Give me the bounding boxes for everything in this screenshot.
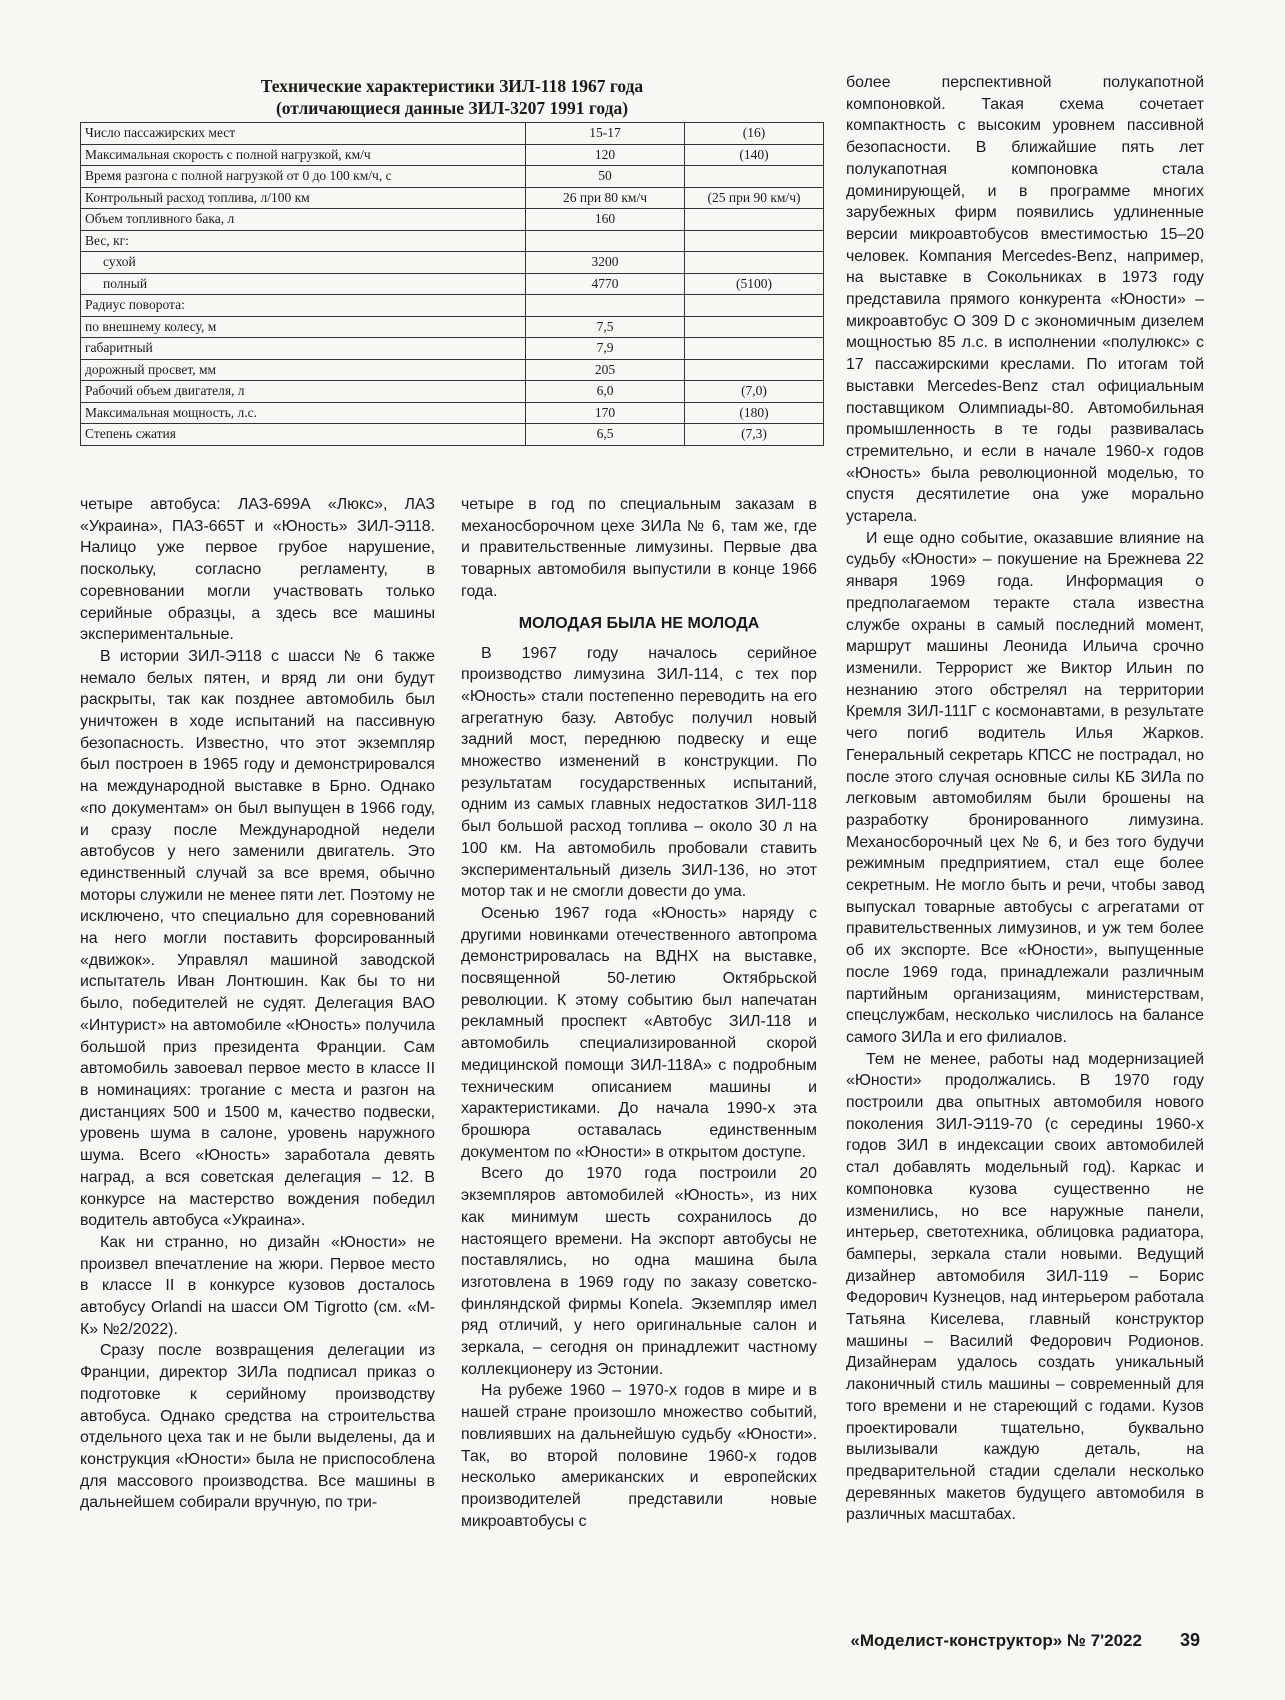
spec-label: Число пассажирских мест [81, 123, 526, 145]
spec-value-1967: 3200 [526, 252, 685, 274]
spec-label: габаритный [81, 338, 526, 360]
paragraph: более перспективной полукапотной компоновкой. Такая схема сочетает компактность с высоким уровнем пассивной безопасности. В ближайшие пять лет полукапотная компоновка стала доминирующей, и в программе многих зарубежных фирм появились удлиненные версии микроавтобусов вместимостью 15–20 человек. Компания Mercedes-Benz, например, на выставке в Сокольниках в 1973 году представила прямого конкурента «Юности» – микроавтобус О 309 D с экономичным дизелем мощностью 85 л.с. в исполнении «полулюкс» с 17 пассажирскими креслами. По итогам той выставки Mercedes-Benz стал официальным поставщиком Олимпиады-80. Автомобильная промышленность в те годы развивалась стремительно, и если в начале 1960-х годов «Юность» была революционной моделью, то спустя десятилетие она уже морально устарела. [846, 74, 1204, 526]
spec-value-1991 [685, 209, 824, 231]
spec-value-1967: 50 [526, 166, 685, 188]
table-row [81, 359, 824, 381]
spec-label: сухой [81, 252, 526, 274]
paragraph: четыре автобуса: ЛАЗ-699А «Люкс», ЛАЗ «Украина», ПАЗ-665Т и «Юность» ЗИЛ-Э118. Налицо уже первое грубое нарушение, поскольку, согласно регламенту, в соревновании могли участвовать только серийные образцы, а здесь все машины экспериментальные. [80, 496, 435, 644]
spec-value-1967: 7,9 [526, 338, 685, 360]
spec-value-1991: (7,3) [685, 424, 824, 446]
spec-value-1967: 160 [526, 209, 685, 231]
spec-label: дорожный просвет, мм [81, 359, 526, 381]
table-row [81, 381, 824, 403]
table-row [81, 338, 824, 360]
table-row [81, 230, 824, 252]
table-row [81, 187, 824, 209]
table-title [80, 75, 824, 119]
table-row [81, 123, 824, 145]
magazine-issue: «Моделист-конструктор» № 7'2022 [850, 1631, 1142, 1650]
paragraph: И еще одно событие, оказавшие влияние на судьбу «Юности» – покушение на Брежнева 22 января 1969 года. Информация о предполагаемом теракте стала известна службе охраны в самый последний момент, маршрут машины Леонида Ильича срочно изменили. Террорист же Виктор Ильин по незнанию этого обстрелял на территории Кремля ЗИЛ-111Г с космонавтами, в результате чего погиб водитель Илья Жарков. Генеральный секретарь КПСС не пострадал, но после этого случая основные силы КБ ЗИЛа по легковым автомобилям были брошены на разработку бронированного лимузина. Механосборочный цех № 6, и без того будучи режимным предприятием, стал еще более секретным. Не могло быть и речи, чтобы завод выпускал товарные автобусы с агрегатами от правительственных лимузинов, и уж тем более об их экспорте. Все «Юности», выпущенные после 1969 года, принадлежали различным партийным организациям, министерствам, спецслужбам, несколько числилось на балансе самого ЗИЛа и его филиалов. [846, 529, 1204, 1046]
spec-value-1991: (140) [685, 144, 824, 166]
spec-value-1991 [685, 316, 824, 338]
spec-label: Контрольный расход топлива, л/100 км [81, 187, 526, 209]
spec-value-1967: 15-17 [526, 123, 685, 145]
spec-value-1991: (180) [685, 402, 824, 424]
specs-table-block [80, 75, 824, 446]
paragraph: Как ни странно, но дизайн «Юности» не произвел впечатление на жюри. Первое место в классе II в конкурсе кузовов досталось автобусу Orlandi на шасси ОМ Tigrotto (см. «М-К» №2/2022). [80, 1233, 435, 1338]
spec-value-1991 [685, 166, 824, 188]
table-row [81, 424, 824, 446]
table-row [81, 316, 824, 338]
text-column-3 [846, 72, 1204, 1526]
spec-value-1967: 26 при 80 км/ч [526, 187, 685, 209]
page-footer [700, 1630, 1200, 1651]
spec-value-1967 [526, 230, 685, 252]
spec-value-1967 [526, 295, 685, 317]
spec-value-1991 [685, 252, 824, 274]
spec-label: Рабочий объем двигателя, л [81, 381, 526, 403]
specs-table [80, 122, 824, 446]
paragraph: В 1967 году началось серийное производство лимузина ЗИЛ-114, с тех пор «Юность» стали постепенно переводить на его агрегатную базу. Автобус получил новый задний мост, переднюю подвеску и еще множество изменений в конструкции. По результатам государственных испытаний, одним из самых главных недостатков ЗИЛ-118 был большой расход топлива – около 30 л на 100 км. На автомобиль пробовали ставить экспериментальный дизель ЗИЛ-136, но этот мотор так и не смогли довести до ума. [461, 644, 817, 901]
page-number: 39 [1179, 1630, 1200, 1650]
paragraph: Сразу после возвращения делегации из Франции, директор ЗИЛа подписал приказ о подготовке к серийному производству автобуса. Однако средства на строительства отдельного цеха так и не были выделены, да и конструкция «Юности» была не приспособлена для массового производства. Все машины в дальнейшем собирали вручную, по три- [80, 1342, 435, 1512]
spec-label: полный [81, 273, 526, 295]
spec-value-1967: 7,5 [526, 316, 685, 338]
spec-label: Степень сжатия [81, 424, 526, 446]
spec-label: Объем топливного бака, л [81, 209, 526, 231]
paragraph: четыре в год по специальным заказам в механосборочном цехе ЗИЛа № 6, там же, где и правительственные лимузины. Первые два товарных автомобиля выпустили в конце 1966 года. [461, 496, 817, 600]
spec-label: Радиус поворота: [81, 295, 526, 317]
spec-value-1991 [685, 230, 824, 252]
table-title-line1: Технические характеристики ЗИЛ-118 1967 года [260, 76, 644, 96]
spec-value-1991 [685, 338, 824, 360]
paragraph: В истории ЗИЛ-Э118 с шасси № 6 также немало белых пятен, и вряд ли они будут раскрыты, так как позднее автомобиль был уничтожен в ходе испытаний на пассивную безопасность. Известно, что этот экземпляр был построен в 1965 году и демонстрировался на международной выставке в Брно. Однако «по документам» он был выпущен в 1966 году, и сразу после Международной недели автобусов у него заменили двигатель. Это единственный случай за все время, обычно моторы служили не менее пяти лет. Поэтому не исключено, что специально для соревнований на него могли поставить форсированный «движок». Управлял машиной заводской испытатель Иван Лонтюшин. Как бы то ни было, победителей не судят. Делегация ВАО «Интурист» на автомобиле «Юность» получила большой приз президента Франции. Сам автомобиль завоевал первое место в классе II в номинациях: трогание с места и разгон на дистанциях 500 и 1500 м, качество подвески, уровень шума в салоне, уровень наружного шума. Всего «Юность» заработала девять наград, а вся советская делегация – 12. В конкурсе на мастерство вождения победил водитель автобуса «Украина». [80, 647, 435, 1230]
table-row [81, 295, 824, 317]
spec-value-1967: 170 [526, 402, 685, 424]
table-row [81, 144, 824, 166]
table-title-line2: (отличающиеся данные ЗИЛ-3207 1991 года) [275, 98, 629, 118]
spec-value-1967: 120 [526, 144, 685, 166]
text-column-2 [461, 494, 817, 1532]
table-row [81, 252, 824, 274]
spec-value-1967: 6,0 [526, 381, 685, 403]
spec-value-1991: (7,0) [685, 381, 824, 403]
spec-value-1967: 6,5 [526, 424, 685, 446]
paragraph: На рубеже 1960 – 1970-х годов в мире и в нашей стране произошло множество событий, повлиявших на дальнейшую судьбу «Юности». Так, во второй половине 1960-х годов несколько американских и европейских производителей представили новые микроавтобусы с [461, 1382, 817, 1530]
spec-label: по внешнему колесу, м [81, 316, 526, 338]
paragraph: Тем не менее, работы над модернизацией «Юности» продолжались. В 1970 году построили два опытных автомобиля нового поколения ЗИЛ-Э119-70 (с середины 1960-х годов ЗИЛ в индексации своих автомобилей стал добавлять модельный год). Каркас и компоновка кузова существенно не изменились, но все наружные панели, интерьер, светотехника, облицовка радиатора, бамперы, зеркала стали новыми. Ведущий дизайнер автомобиля ЗИЛ-119 – Борис Федорович Кузнецов, над интерьером работала Татьяна Киселева, главный конструктор машины – Василий Федорович Родионов. Дизайнерам удалось создать уникальный лаконичный стиль машины – современный для того времени и не стареющий с годами. Кузов проектировали тщательно, буквально вылизывали каждую деталь, на предварительной стадии сделали несколько деревянных макетов будущего автомобиля в различных масштабах. [846, 1050, 1204, 1524]
table-row [81, 209, 824, 231]
spec-value-1967: 4770 [526, 273, 685, 295]
spec-value-1991: (16) [685, 123, 824, 145]
spec-value-1967: 205 [526, 359, 685, 381]
spec-value-1991 [685, 359, 824, 381]
spec-label: Вес, кг: [81, 230, 526, 252]
section-heading: МОЛОДАЯ БЫЛА НЕ МОЛОДА [518, 614, 760, 632]
spec-value-1991: (25 при 90 км/ч) [685, 187, 824, 209]
spec-label: Время разгона с полной нагрузкой от 0 до 100 км/ч, с [81, 166, 526, 188]
spec-value-1991 [685, 295, 824, 317]
spec-label: Максимальная мощность, л.с. [81, 402, 526, 424]
table-row [81, 402, 824, 424]
spec-value-1991: (5100) [685, 273, 824, 295]
spec-label: Максимальная скорость с полной нагрузкой, км/ч [81, 144, 526, 166]
table-row [81, 273, 824, 295]
paragraph: Всего до 1970 года построили 20 экземпляров автомобилей «Юность», из них как минимум шесть сохранилось до настоящего времени. На экспорт автобусы не поставлялись, но одна машина была изготовлена в 1969 году по заказу советско-финляндской фирмы Konela. Экземпляр имел ряд отличий, у него оригинальные салон и зеркала, – сегодня он принадлежит частному коллекционеру из Эстонии. [461, 1165, 817, 1378]
table-row [81, 166, 824, 188]
paragraph: Осенью 1967 года «Юность» наряду с другими новинками отечественного автопрома демонстрировалась на ВДНХ на выставке, посвященной 50-летию Октябрьской революции. К этому событию был напечатан рекламный проспект «Автобус ЗИЛ-118 и автомобиль специализированной скорой медицинской помощи ЗИЛ-118А» с подробным техническим описанием машины и характеристиками. До начала 1990-х эта брошюра оставалась единственным документом по «Юности» в открытом доступе. [461, 904, 817, 1161]
text-column-1 [80, 494, 435, 1514]
